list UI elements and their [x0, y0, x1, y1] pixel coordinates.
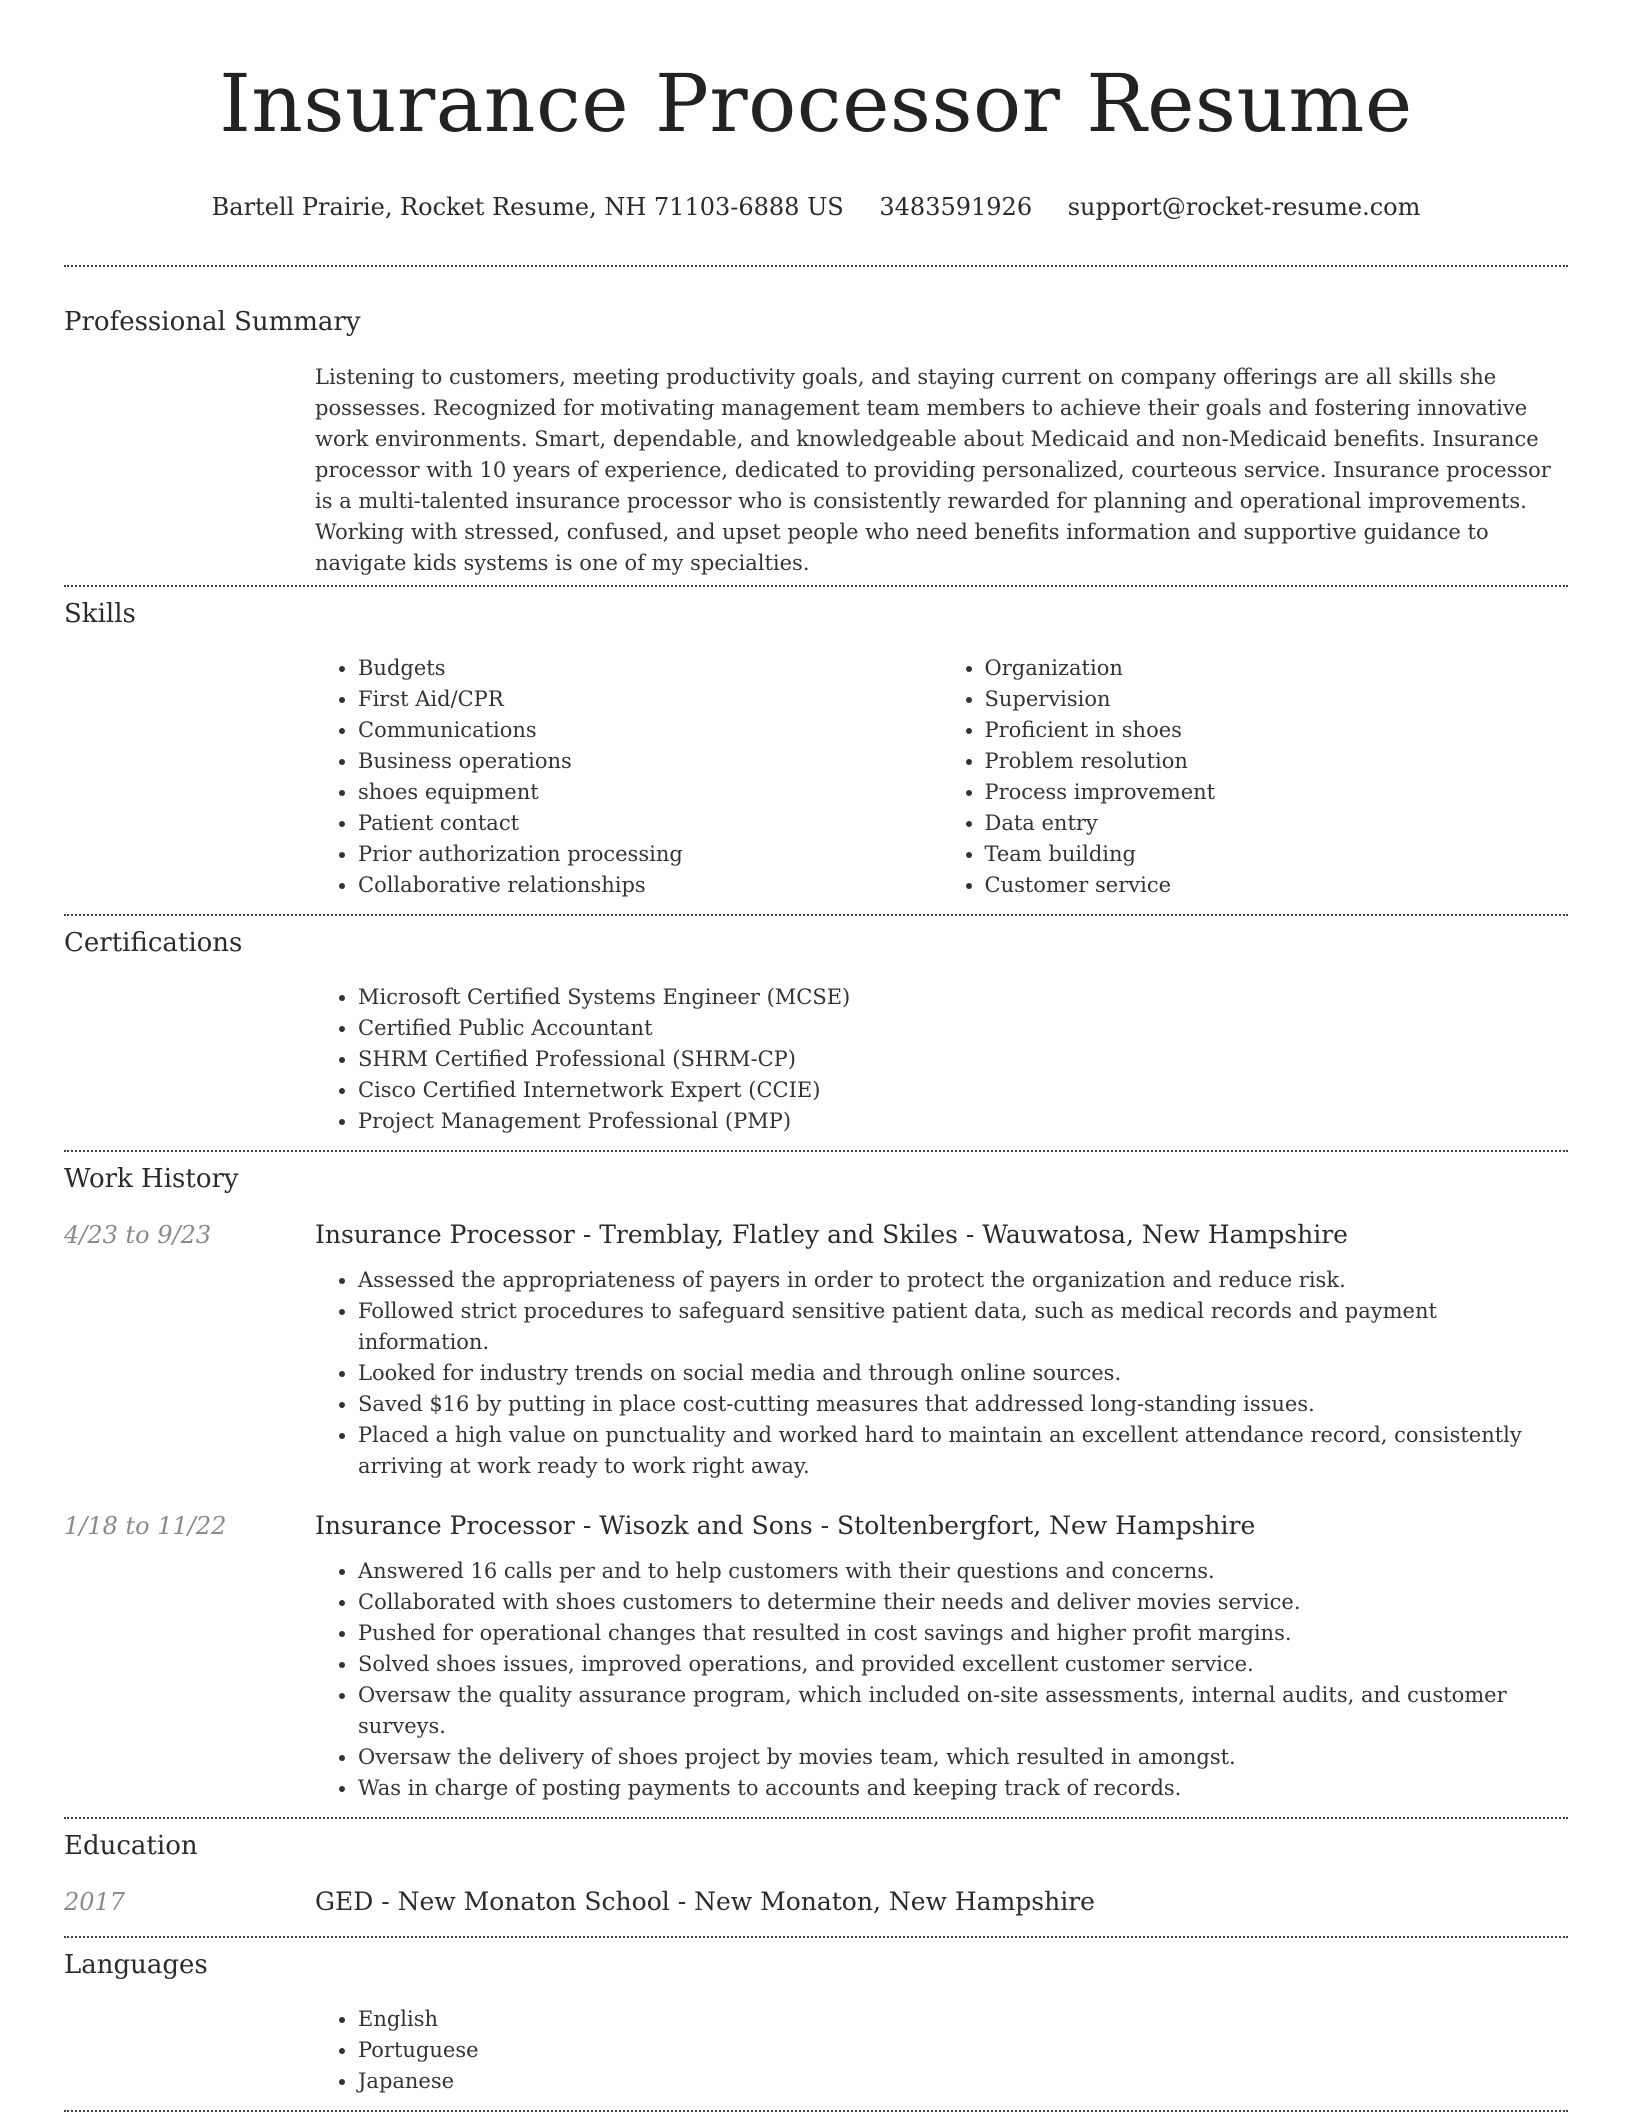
education-year: 2017: [64, 1888, 126, 1916]
job-duties: [315, 1556, 1568, 1804]
skill-item: • Business operations: [358, 746, 942, 777]
job-dates: 4/23 to 9/23: [64, 1221, 212, 1249]
skill-item: • Budgets: [358, 653, 942, 684]
job-duty: • Followed strict procedures to safeguard sensitive patient data, such as medical records and payment information.: [358, 1296, 1568, 1358]
education-detail: GED - New Monaton School - New Monaton, New Hampshire: [315, 1887, 1095, 1916]
skill-item: • Organization: [985, 653, 1569, 684]
job-header: [64, 1510, 1568, 1542]
resume-page: [64, 0, 1568, 2112]
skill-item: • Data entry: [985, 808, 1569, 839]
certification-item: • Certified Public Accountant: [358, 1013, 1568, 1044]
job-duty: • Solved shoes issues, improved operations, and provided excellent customer service.: [358, 1649, 1568, 1680]
job-duty: • Pushed for operational changes that resulted in cost savings and higher profit margins.: [358, 1618, 1568, 1649]
language-item: • Portuguese: [358, 2035, 1568, 2066]
skill-item: • Supervision: [985, 684, 1569, 715]
languages-heading: Languages: [64, 1950, 208, 1980]
summary-text: Listening to customers, meeting productivity goals, and staying current on company offerings are all skills she possesses. Recognized for motivating management team members to achieve their goals and fostering innovative work environments. Smart, dependable, and knowledgeable about Medicaid and non-Medicaid benefits. Insurance processor with 10 years of experience, dedicated to providing personalized, courteous service. Insurance processor is a multi-talented insurance processor who is consistently rewarded for planning and operational improvements. Working with stressed, confused, and upset people who need benefits information and supportive guidance to navigate kids systems is one of my specialties.: [315, 365, 1551, 575]
certifications-list: [315, 982, 1568, 1137]
summary-divider: [64, 585, 1568, 587]
job-title: Insurance Processor - Wisozk and Sons - Stoltenbergfort, New Hampshire: [315, 1511, 1256, 1540]
skill-item: • Prior authorization processing: [358, 839, 942, 870]
skill-item: • Proficient in shoes: [985, 715, 1569, 746]
job-duties-list: [315, 1556, 1568, 1804]
job-title: Insurance Processor - Tremblay, Flatley and Skiles - Wauwatosa, New Hampshire: [315, 1220, 1348, 1249]
certifications-divider: [64, 1150, 1568, 1152]
languages-list: [315, 2004, 1568, 2097]
skill-item: • Communications: [358, 715, 942, 746]
skills-section: [315, 653, 1568, 901]
header-divider: [64, 265, 1568, 267]
job-duty: • Was in charge of posting payments to accounts and keeping track of records.: [358, 1773, 1568, 1804]
skill-item: • shoes equipment: [358, 777, 942, 808]
work-history-heading: Work History: [64, 1164, 239, 1194]
languages-section: [315, 2004, 1568, 2097]
job-duty: • Looked for industry trends on social media and through online sources.: [358, 1358, 1568, 1389]
contact-line: [64, 192, 1568, 222]
certification-item: • SHRM Certified Professional (SHRM-CP): [358, 1044, 1568, 1075]
skills-list-left: [315, 653, 942, 901]
skill-item: • Customer service: [985, 870, 1569, 901]
summary-heading: Professional Summary: [64, 307, 361, 337]
skill-item: • Patient contact: [358, 808, 942, 839]
job-duty: • Placed a high value on punctuality and worked hard to maintain an excellent attendance record, consistently arriving at work ready to work right away.: [358, 1420, 1568, 1482]
page-title: Insurance Processor Resume: [219, 57, 1413, 150]
contact-phone: 3483591926: [879, 193, 1033, 221]
job-duty: • Oversaw the quality assurance program, which included on-site assessments, internal audits, and customer surveys.: [358, 1680, 1568, 1742]
work-divider: [64, 1817, 1568, 1819]
certifications-heading: Certifications: [64, 928, 243, 958]
language-item: • English: [358, 2004, 1568, 2035]
certification-item: • Project Management Professional (PMP): [358, 1106, 1568, 1137]
summary-section: [315, 362, 1568, 579]
skill-item: • Team building: [985, 839, 1569, 870]
skill-item: • Process improvement: [985, 777, 1569, 808]
certification-item: • Cisco Certified Internetwork Expert (CCIE): [358, 1075, 1568, 1106]
job-entry: [64, 1219, 1568, 1482]
contact-email: support@rocket-resume.com: [1067, 193, 1421, 221]
certification-item: • Microsoft Certified Systems Engineer (MCSE): [358, 982, 1568, 1013]
education-divider: [64, 1936, 1568, 1938]
language-item: • Japanese: [358, 2066, 1568, 2097]
skill-item: • First Aid/CPR: [358, 684, 942, 715]
education-heading: Education: [64, 1831, 198, 1861]
job-duty: • Oversaw the delivery of shoes project by movies team, which resulted in amongst.: [358, 1742, 1568, 1773]
job-entry: [64, 1510, 1568, 1804]
skill-item: • Problem resolution: [985, 746, 1569, 777]
job-duty: • Assessed the appropriateness of payers in order to protect the organization and reduce risk.: [358, 1265, 1568, 1296]
skills-list-right: [942, 653, 1569, 901]
skill-item: • Collaborative relationships: [358, 870, 942, 901]
job-duty: • Saved $16 by putting in place cost-cutting measures that addressed long-standing issues.: [358, 1389, 1568, 1420]
skills-heading: Skills: [64, 599, 136, 629]
education-entry: [64, 1886, 1568, 1918]
job-dates: 1/18 to 11/22: [64, 1512, 227, 1540]
contact-address: Bartell Prairie, Rocket Resume, NH 71103-6888 US: [211, 193, 844, 221]
job-duty: • Answered 16 calls per and to help customers with their questions and concerns.: [358, 1556, 1568, 1587]
job-duty: • Collaborated with shoes customers to determine their needs and deliver movies service.: [358, 1587, 1568, 1618]
skills-divider: [64, 914, 1568, 916]
certifications-section: [315, 982, 1568, 1137]
job-duties: [315, 1265, 1568, 1482]
job-header: [64, 1219, 1568, 1251]
job-duties-list: [315, 1265, 1568, 1482]
